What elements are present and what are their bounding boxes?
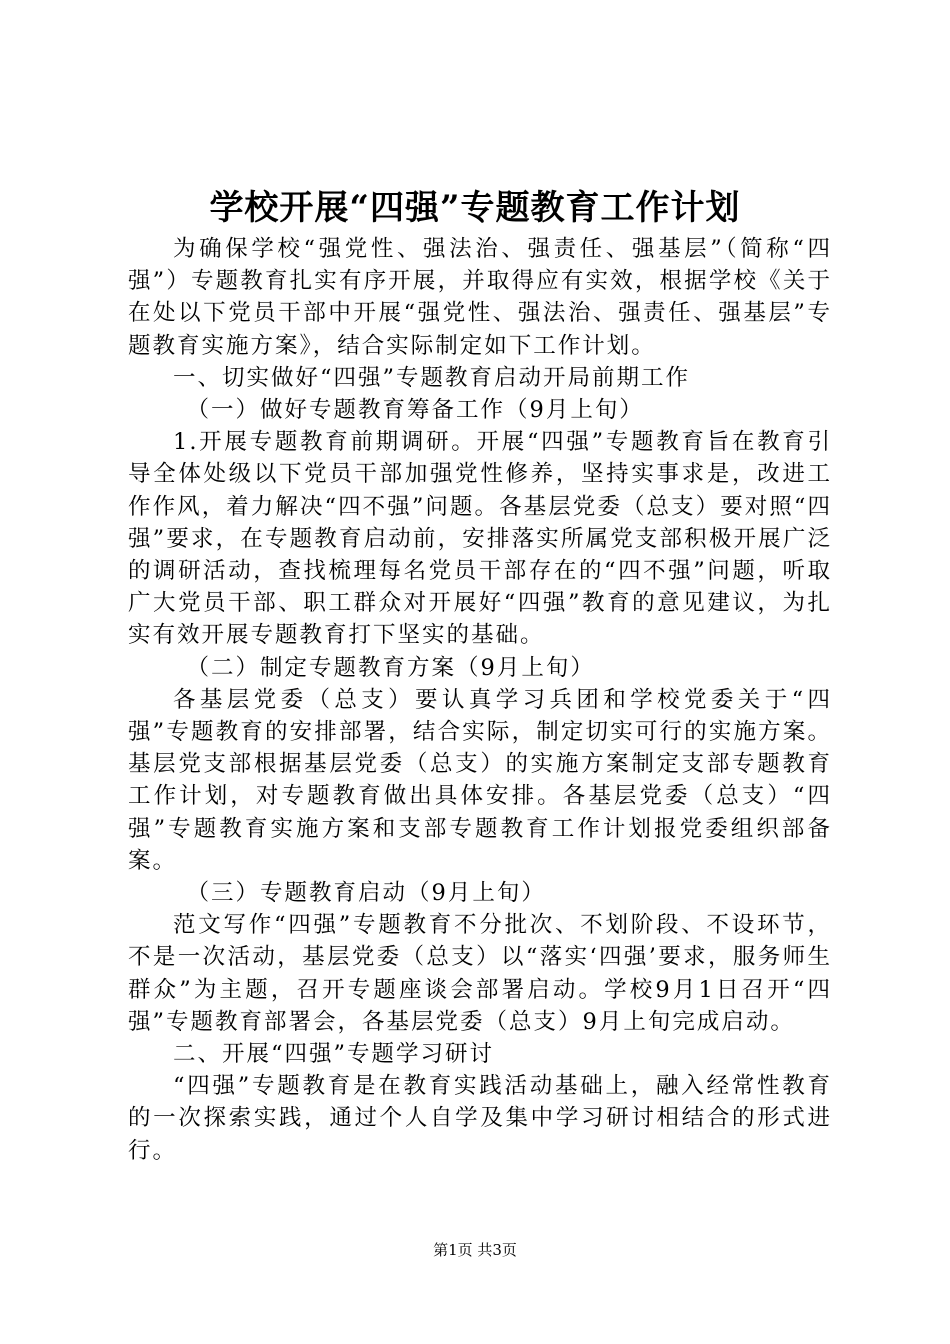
page-number-footer: 第1页 共3页	[433, 1241, 517, 1259]
body-paragraph: 范文写作“四强”专题教育不分批次、不划阶段、不设环节，不是一次活动，基层党委（总支）以“落实‘四强’要求，服务师生群众”为主题，召开专题座谈会部署启动。学校9月1日召开“四强”专题教育部署会，各基层党委（总支）9月上旬完成启动。	[128, 912, 832, 1035]
document-body	[128, 233, 832, 1167]
subsection-heading-3: （三）专题教育启动（9月上旬）	[186, 880, 546, 907]
subsection-heading-2: （二）制定专题教育方案（9月上旬）	[186, 654, 595, 681]
subsection-heading-1: （一）做好专题教育筹备工作（9月上旬）	[186, 397, 644, 424]
body-paragraph: “四强”专题教育是在教育实践活动基础上，融入经常性教育的一次探索实践，通过个人自学及集中学习研讨相结合的形式进行。	[128, 1073, 832, 1164]
intro-paragraph: 为确保学校“强党性、强法治、强责任、强基层”（简称“四强”）专题教育扎实有序开展，并取得应有实效，根据学校《关于在处以下党员干部中开展“强党性、强法治、强责任、强基层”专题教育实施方案》，结合实际制定如下工作计划。	[128, 236, 832, 359]
section-heading-2: 二、开展“四强”专题学习研讨	[173, 1041, 495, 1068]
body-paragraph: 1.开展专题教育前期调研。开展“四强”专题教育旨在教育引导全体处级以下党员干部加强党性修养，坚持实事求是，改进工作作风，着力解决“四不强”问题。各基层党委（总支）要对照“四强”要求，在专题教育启动前，安排落实所属党支部积极开展广泛的调研活动，查找梳理每名党员干部存在的“四不强”问题，听取广大党员干部、职工群众对开展好“四强”教育的意见建议，为扎实有效开展专题教育打下坚实的基础。	[128, 429, 832, 649]
body-paragraph: 各基层党委（总支）要认真学习兵团和学校党委关于“四强”专题教育的安排部署，结合实际，制定切实可行的实施方案。基层党支部根据基层党委（总支）的实施方案制定支部专题教育工作计划，对专题教育做出具体安排。各基层党委（总支）“四强”专题教育实施方案和支部专题教育工作计划报党委组织部备案。	[128, 686, 832, 874]
document-title: 学校开展“四强”专题教育工作计划	[209, 188, 741, 228]
section-heading-1: 一、切实做好“四强”专题教育启动开局前期工作	[173, 364, 691, 391]
